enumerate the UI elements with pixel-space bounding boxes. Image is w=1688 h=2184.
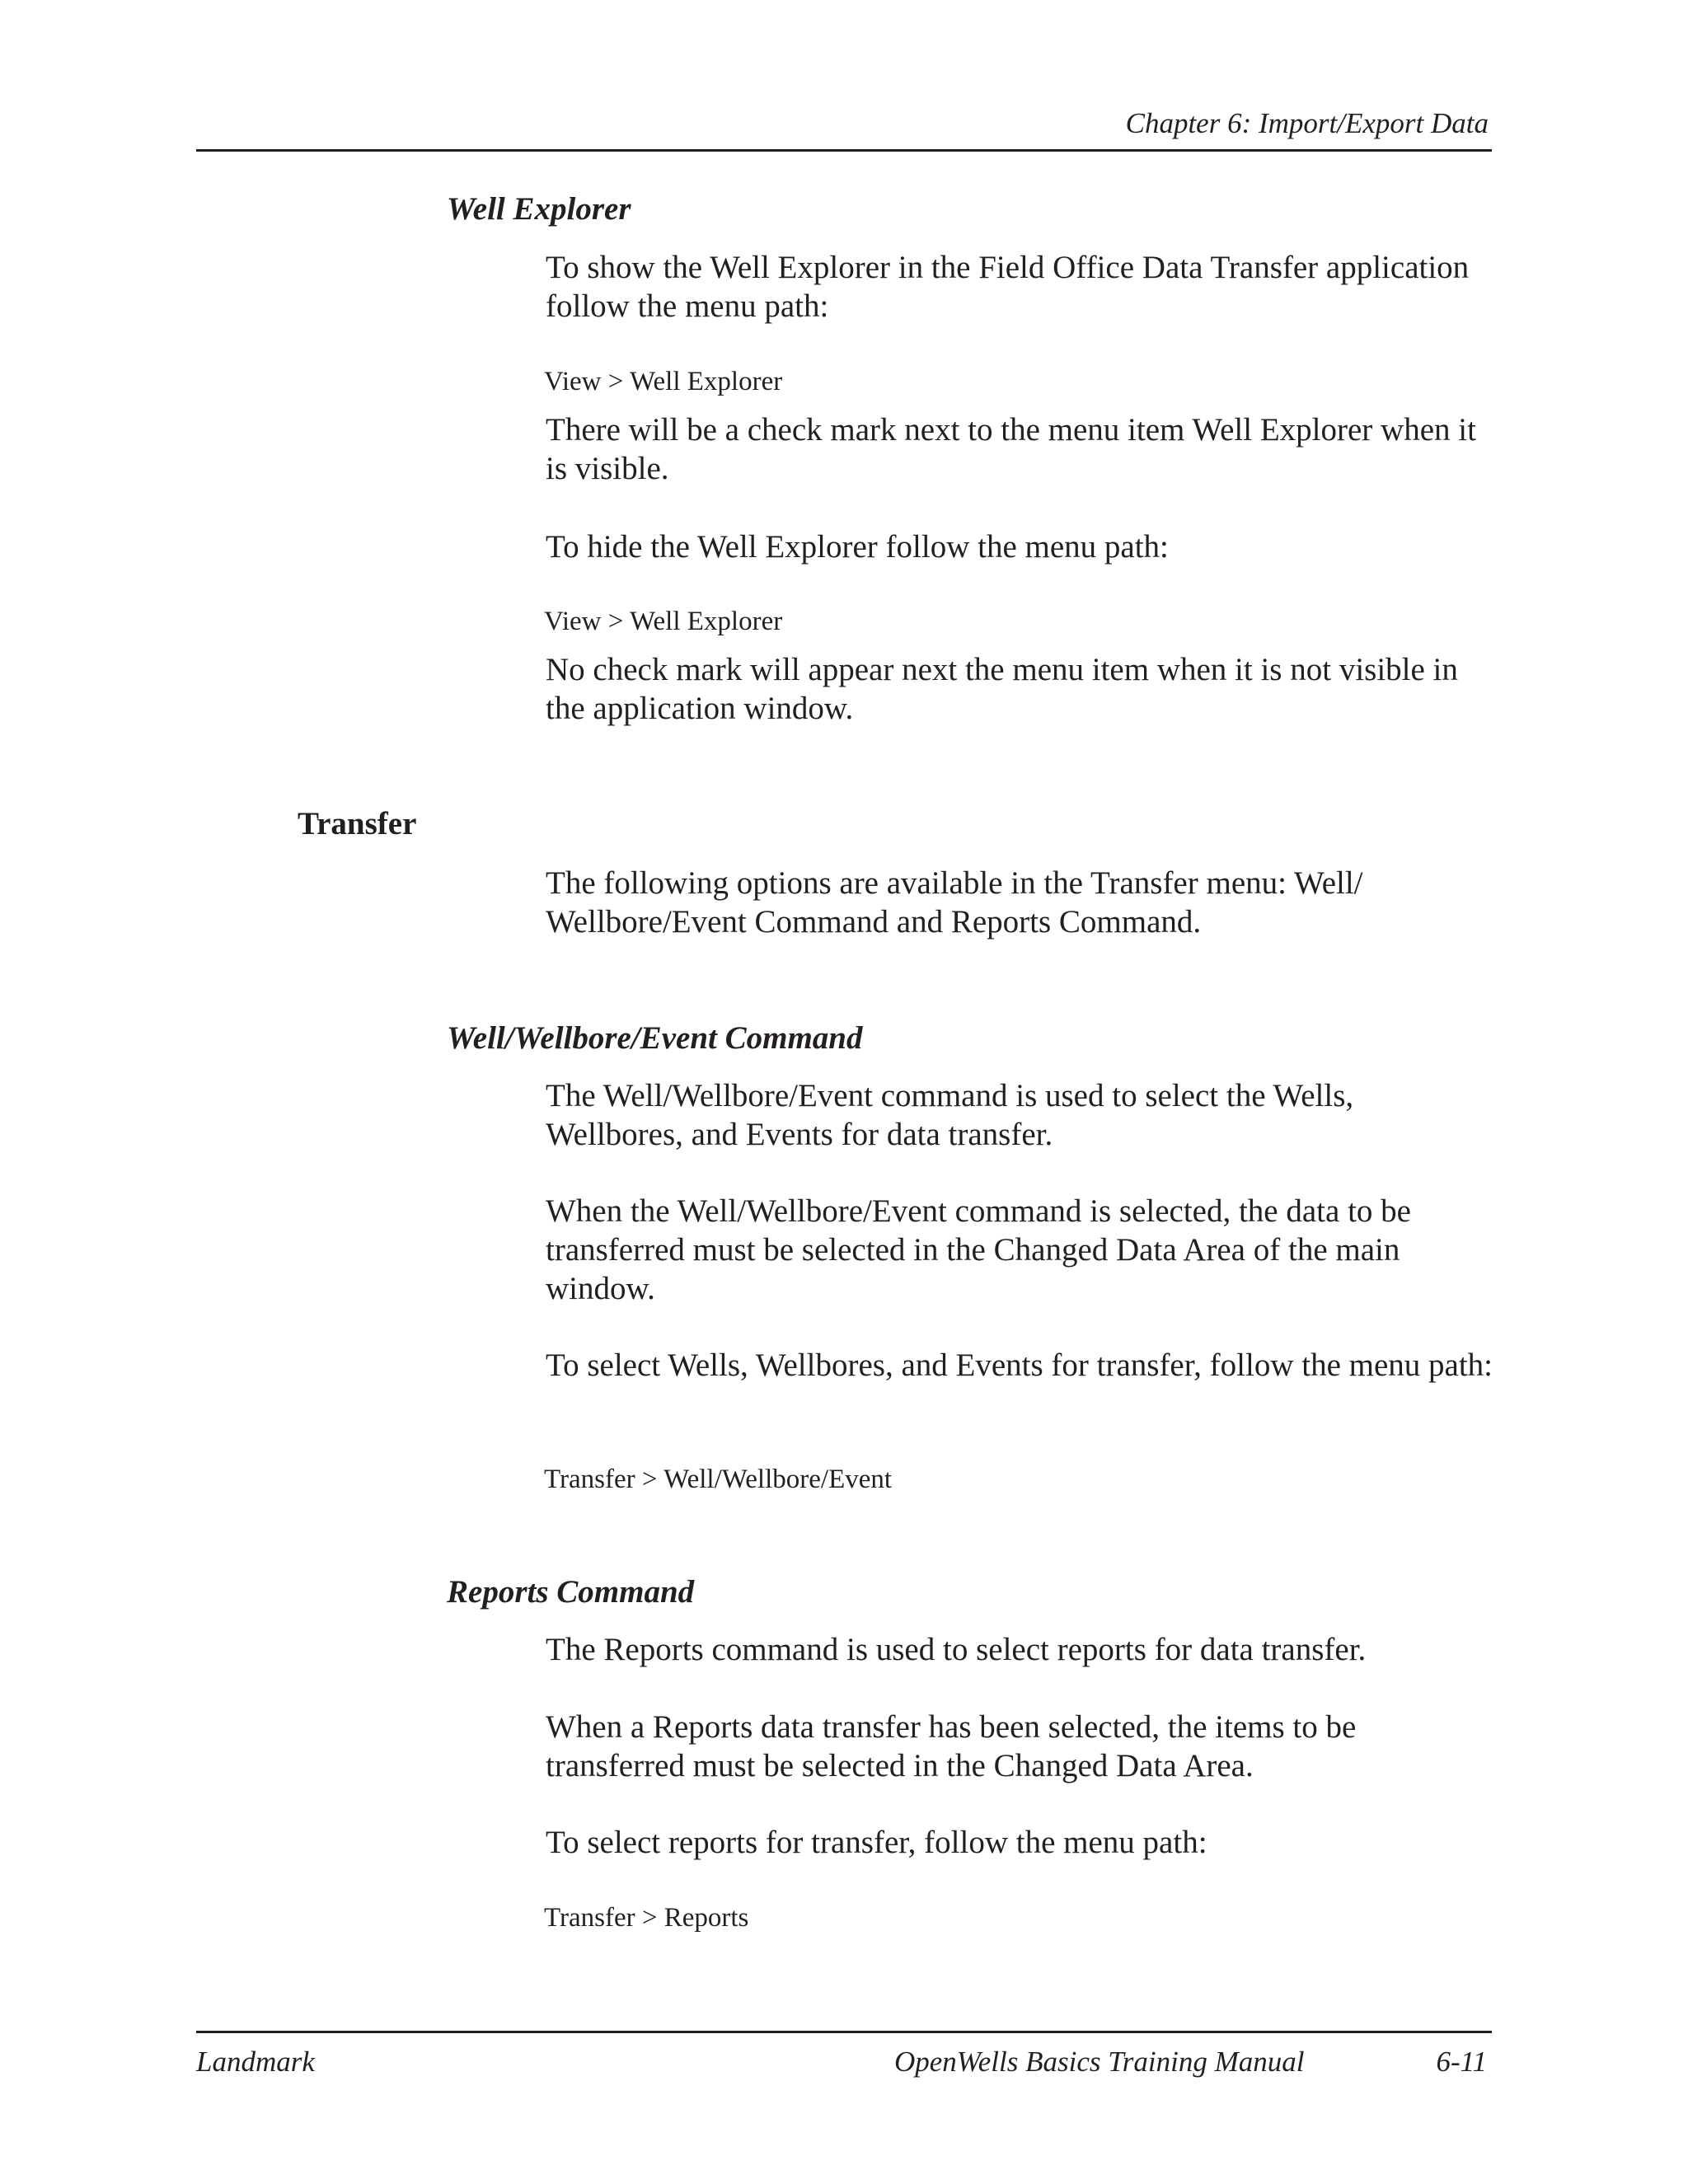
- paragraph-hide-well-explorer: To hide the Well Explorer follow the menu path:: [546, 529, 1169, 565]
- menu-path-view-well-explorer: View > Well Explorer: [544, 367, 783, 396]
- paragraph-select-wells-wellbores-events: To select Wells, Wellbores, and Events for transfer, follow the menu path:: [546, 1347, 1493, 1383]
- heading-well-wellbore-event-command: Well/Wellbore/Event Command: [447, 1020, 863, 1056]
- paragraph-reports-transfer-selected: When a Reports data transfer has been selected, the items to be transferred must be selected in the Changed Data Area.: [546, 1709, 1357, 1783]
- paragraph-check-mark-visible: There will be a check mark next to the menu item Well Explorer when it is visible.: [546, 412, 1476, 486]
- heading-well-explorer: Well Explorer: [447, 191, 631, 227]
- header-rule: [196, 149, 1492, 152]
- running-header-chapter: Chapter 6: Import/Export Data: [1125, 107, 1489, 139]
- footer-company: Landmark: [196, 2046, 315, 2078]
- heading-reports-command: Reports Command: [447, 1574, 695, 1610]
- paragraph-transfer-options: The following options are available in the Transfer menu: Well/ Wellbore/Event Command and Reports Command.: [546, 865, 1363, 940]
- paragraph-no-check-mark: No check mark will appear next the menu item when it is not visible in the application window.: [546, 652, 1458, 726]
- menu-path-transfer-well-wellbore-event: Transfer > Well/Wellbore/Event: [544, 1465, 893, 1494]
- paragraph-reports-command-purpose: The Reports command is used to select reports for data transfer.: [546, 1632, 1367, 1667]
- menu-path-transfer-reports: Transfer > Reports: [544, 1903, 749, 1933]
- heading-transfer: Transfer: [298, 806, 417, 841]
- paragraph-wwe-command-purpose: The Well/Wellbore/Event command is used to select the Wells, Wellbores, and Events for data transfer.: [546, 1078, 1354, 1152]
- paragraph-wwe-command-selected: When the Well/Wellbore/Event command is selected, the data to be transferred must be selected in the Changed Data Area of the main window.: [546, 1193, 1411, 1306]
- footer-rule: [196, 2031, 1492, 2033]
- footer-page-number: 6-11: [1436, 2046, 1487, 2078]
- menu-path-view-well-explorer-hide: View > Well Explorer: [544, 607, 783, 636]
- paragraph-show-well-explorer: To show the Well Explorer in the Field Office Data Transfer application follow the menu path:: [546, 250, 1470, 324]
- paragraph-select-reports: To select reports for transfer, follow the menu path:: [546, 1825, 1207, 1860]
- footer-manual-title: OpenWells Basics Training Manual: [894, 2046, 1305, 2078]
